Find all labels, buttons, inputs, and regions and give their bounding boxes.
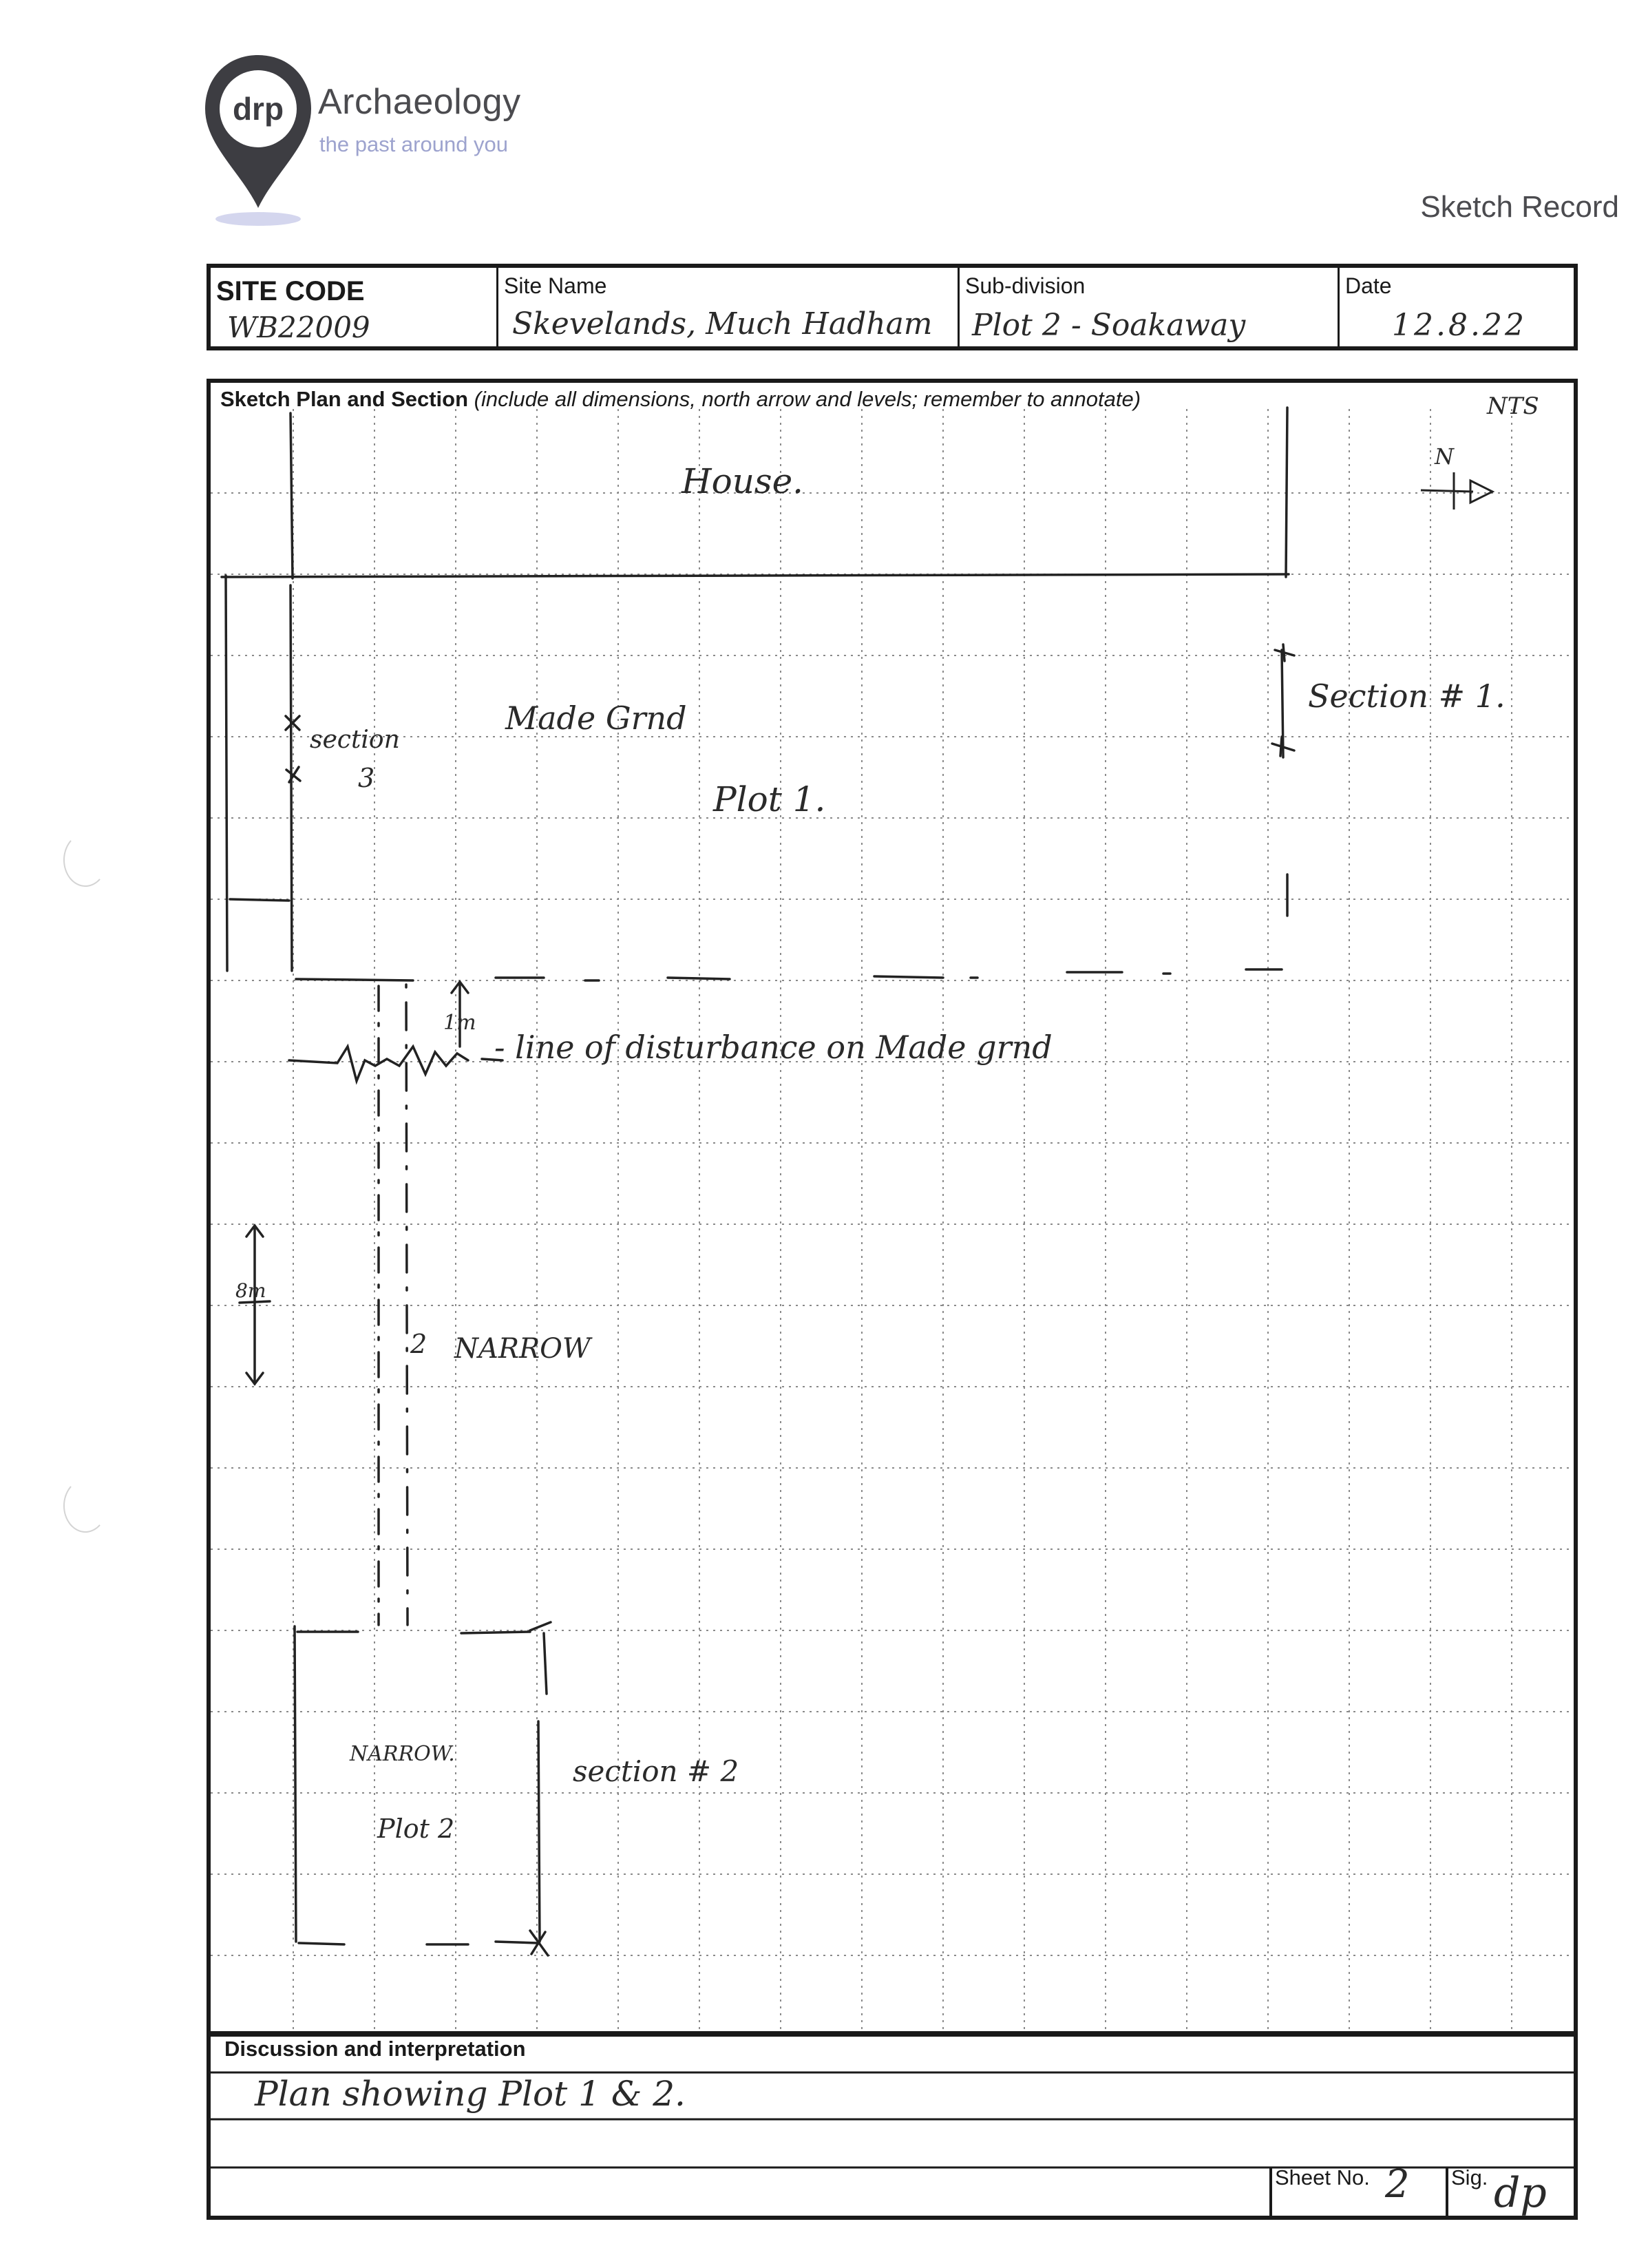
label-made-ground: Made Grnd	[505, 700, 687, 737]
signature-label: Sig.	[1451, 2165, 1488, 2190]
label-narrow-2: NARROW.	[350, 1742, 455, 1766]
date-value: 12.8.22	[1392, 308, 1527, 343]
label-narrow: NARROW	[454, 1333, 591, 1365]
sheet-number-value: 2	[1385, 2162, 1410, 2207]
site-code-value: WB22009	[227, 311, 370, 344]
site-name-value: Skevelands, Much Hadham	[512, 306, 933, 342]
label-section-3-num: 3	[358, 763, 375, 793]
brand-name: Archaeology	[318, 82, 521, 122]
plot2-outline	[295, 1622, 551, 1955]
label-section-3-word: section	[310, 726, 400, 754]
logo-text: drp	[232, 91, 284, 127]
label-one-m: 1m	[443, 1011, 476, 1035]
subdivision-value: Plot 2 - Soakaway	[972, 308, 1246, 343]
scale-note: NTS	[1487, 392, 1539, 420]
sketch-title-bold: Sketch Plan and Section	[220, 387, 469, 411]
subdivision-label: Sub-division	[965, 273, 1086, 298]
label-disturbance-line: - line of disturbance on Made grnd	[494, 1029, 1053, 1066]
label-section-2: section # 2	[573, 1754, 739, 1788]
signature-value: dp	[1494, 2169, 1547, 2217]
sketch-title-note: (include all dimensions, north arrow and levels; remember to annotate)	[474, 387, 1141, 411]
site-name-label: Site Name	[504, 273, 607, 298]
discussion-text: Plan showing Plot 1 & 2.	[255, 2074, 686, 2114]
sheet-number-label: Sheet No.	[1275, 2165, 1370, 2190]
binder-hole-bottom	[63, 1479, 107, 1533]
brand-tagline: the past around you	[319, 132, 509, 156]
label-narrow-num: 2	[410, 1329, 427, 1359]
label-plot-2: Plot 2	[377, 1814, 455, 1844]
document-title: Sketch Record	[1420, 190, 1619, 224]
binder-hole-top	[63, 833, 107, 887]
label-house: House.	[682, 461, 804, 501]
north-label: N	[1435, 443, 1454, 470]
site-code-label: SITE CODE	[216, 276, 365, 306]
dotted-grid	[211, 409, 1574, 2031]
label-eight-m: 8m	[235, 1279, 266, 1302]
label-plot-1: Plot 1.	[713, 779, 826, 819]
north-arrow-icon	[1421, 472, 1492, 510]
trench-lines	[240, 982, 503, 1625]
label-section-1: Section # 1.	[1308, 678, 1506, 715]
discussion-title: Discussion and interpretation	[224, 2037, 526, 2061]
date-label: Date	[1345, 273, 1392, 298]
